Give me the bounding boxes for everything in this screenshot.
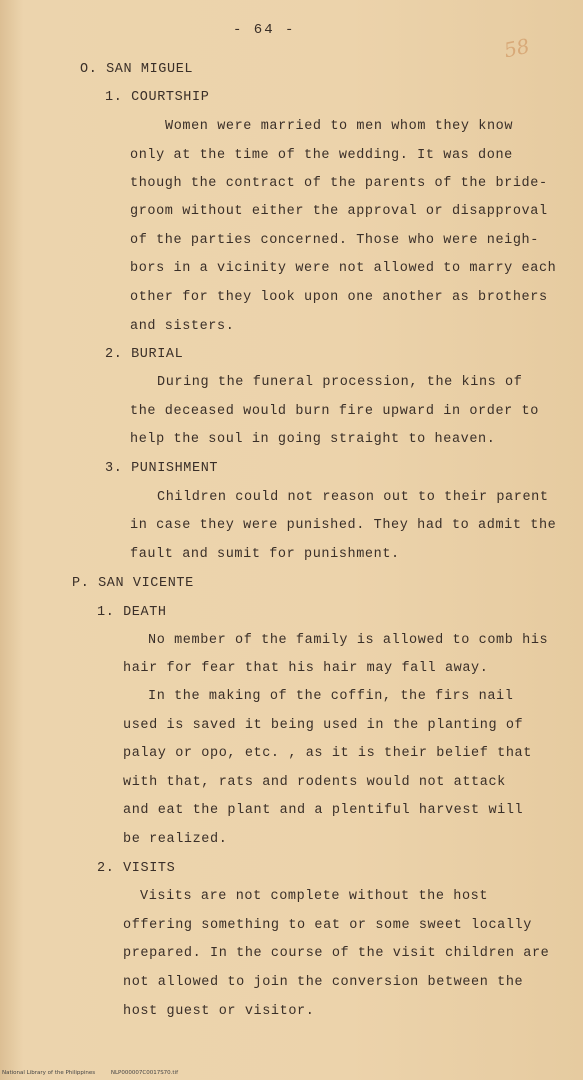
paragraph-line: palay or opo, etc. , as it is their belief that <box>123 746 532 761</box>
paragraph-line: offering something to eat or some sweet locally <box>123 918 532 933</box>
footer-file-name: NLP000007C0017S70.tif <box>110 1070 179 1076</box>
paragraph-line: Visits are not complete without the host <box>140 889 489 904</box>
paragraph-line: in case they were punished. They had to admit the <box>130 518 557 533</box>
section-heading-san-vicente: P. SAN VICENTE <box>72 576 194 591</box>
subheading-visits: 2. VISITS <box>97 861 176 876</box>
page-number: - 64 - <box>233 22 296 38</box>
handwritten-page-mark: 58 <box>501 33 532 63</box>
paragraph-line: and eat the plant and a plentiful harvest will <box>123 803 524 818</box>
footer-library-name: National Library of the Philippines <box>2 1070 96 1076</box>
paragraph-line: be realized. <box>123 832 228 847</box>
paragraph-line: hair for fear that his hair may fall away. <box>123 661 489 676</box>
section-heading-san-miguel: O. SAN MIGUEL <box>80 62 194 77</box>
paragraph-line: help the soul in going straight to heaven. <box>130 432 496 447</box>
paragraph-line: of the parties concerned. Those who were neigh- <box>130 233 539 248</box>
subheading-courtship: 1. COURTSHIP <box>105 90 210 105</box>
paragraph-line: not allowed to join the conversion between the <box>123 975 524 990</box>
paragraph-line: host guest or visitor. <box>123 1004 315 1019</box>
subheading-punishment: 3. PUNISHMENT <box>105 461 219 476</box>
scan-footer <box>2 1070 192 1076</box>
paragraph-line: the deceased would burn fire upward in order to <box>130 404 539 419</box>
paragraph-line: though the contract of the parents of the bride- <box>130 176 548 191</box>
paragraph-line: groom without either the approval or disapproval <box>130 204 548 219</box>
paragraph-line: other for they look upon one another as brothers <box>130 290 548 305</box>
paragraph-line: with that, rats and rodents would not attack <box>123 775 506 790</box>
paragraph-line: used is saved it being used in the planting of <box>123 718 524 733</box>
subheading-death: 1. DEATH <box>97 605 167 620</box>
paragraph-line: only at the time of the wedding. It was done <box>130 148 513 163</box>
paragraph-line: bors in a vicinity were not allowed to marry each <box>130 261 557 276</box>
paragraph-line: and sisters. <box>130 319 235 334</box>
paragraph-line: Children could not reason out to their parent <box>157 490 549 505</box>
paragraph-line: No member of the family is allowed to comb his <box>148 633 549 648</box>
subheading-burial: 2. BURIAL <box>105 347 184 362</box>
paragraph-line: fault and sumit for punishment. <box>130 547 400 562</box>
paragraph-line: In the making of the coffin, the firs nail <box>148 689 514 704</box>
paragraph-line: prepared. In the course of the visit children are <box>123 946 550 961</box>
paragraph-line: During the funeral procession, the kins of <box>157 375 523 390</box>
paragraph-line: Women were married to men whom they know <box>165 119 514 134</box>
